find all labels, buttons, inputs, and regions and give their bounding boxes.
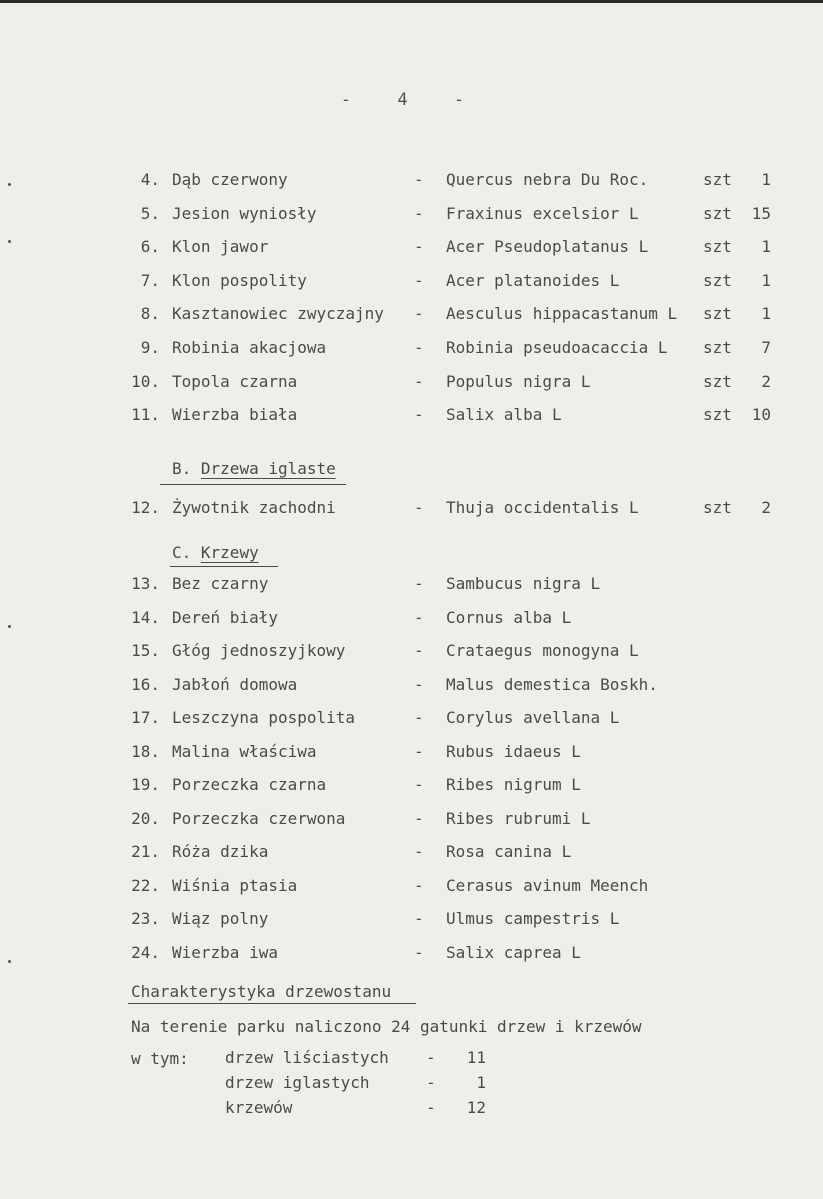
polish-name: Porzeczka czerwona [172, 808, 346, 828]
breakdown-category: drzew liściastych [225, 1048, 389, 1067]
species-row [0, 941, 823, 965]
latin-name: Ribes nigrum L [446, 775, 581, 794]
quantity: 15 [751, 203, 771, 223]
species-row [0, 302, 823, 326]
dash: - [414, 674, 424, 694]
species-row [0, 269, 823, 293]
species-number: 16. [131, 674, 160, 694]
polish-name: Żywotnik zachodni [172, 498, 336, 517]
polish-name: Bez czarny [172, 574, 269, 593]
species-row [0, 874, 823, 898]
dash: - [414, 270, 424, 290]
unit-label: szt [703, 170, 732, 189]
unit-label: szt [703, 237, 732, 257]
species-number: 18. [131, 741, 160, 761]
section-c-heading [172, 541, 259, 565]
polish-name: Kasztanowiec zwyczajny [172, 304, 384, 324]
section-c-underline [170, 566, 278, 567]
species-number: 4. [140, 170, 160, 189]
quantity: 2 [761, 498, 771, 517]
dash: - [414, 942, 424, 962]
top-border [0, 0, 823, 3]
quantity: 1 [761, 170, 771, 189]
species-row [0, 336, 823, 360]
species-number: 5. [140, 203, 160, 223]
species-row [0, 740, 823, 764]
polish-name: Róża dzika [172, 842, 269, 861]
unit-label: szt [703, 338, 732, 357]
breakdown-row [0, 1046, 823, 1070]
dash: - [414, 304, 424, 324]
section-b-prefix: B. [172, 459, 192, 478]
dash: - [414, 371, 424, 391]
unit-label: szt [703, 498, 732, 517]
latin-name: Quercus nebra Du Roc. [446, 170, 649, 189]
unit-label: szt [703, 371, 732, 391]
latin-name: Sambucus nigra L [446, 574, 601, 593]
unit-label: szt [703, 203, 732, 223]
dash: - [414, 574, 424, 593]
dash: - [414, 708, 424, 727]
polish-name: Jabłoń domowa [172, 674, 298, 694]
characteristics-summary: Na terenie parku naliczono 24 gatunki drzew i krzewów [131, 1017, 642, 1036]
latin-name: Acer Pseudoplatanus L [446, 237, 649, 257]
latin-name: Malus demestica Boskh. [446, 674, 658, 694]
polish-name: Robinia akacjowa [172, 338, 327, 357]
breakdown-row [0, 1071, 823, 1095]
dash: - [426, 1073, 436, 1092]
polish-name: Topola czarna [172, 371, 298, 391]
dash: - [414, 808, 424, 828]
species-number: 22. [131, 875, 160, 895]
unit-label: szt [703, 405, 732, 425]
breakdown-row [0, 1096, 823, 1120]
quantity: 1 [761, 237, 771, 257]
dash: - [414, 775, 424, 794]
latin-name: Populus nigra L [446, 371, 591, 391]
dash: - [414, 498, 424, 517]
species-row [0, 606, 823, 630]
species-row [0, 496, 823, 520]
species-number: 21. [131, 842, 160, 861]
latin-name: Acer platanoides L [446, 270, 620, 290]
species-number: 6. [140, 237, 160, 257]
dash: - [414, 842, 424, 861]
latin-name: Thuja occidentalis L [446, 498, 639, 517]
quantity: 1 [761, 304, 771, 324]
species-number: 7. [140, 270, 160, 290]
species-number: 23. [131, 909, 160, 928]
polish-name: Dereń biały [172, 607, 278, 627]
unit-label: szt [703, 270, 732, 290]
species-row [0, 370, 823, 394]
latin-name: Cornus alba L [446, 607, 572, 627]
species-number: 10. [131, 371, 160, 391]
characteristics-heading: Charakterystyka drzewostanu [131, 982, 392, 1001]
quantity: 10 [751, 405, 771, 425]
polish-name: Wiąz polny [172, 909, 269, 928]
page-number: - 4 - [340, 90, 483, 110]
polish-name: Klon jawor [172, 237, 269, 257]
species-number: 8. [140, 304, 160, 324]
species-number: 17. [131, 708, 160, 727]
species-row [0, 572, 823, 596]
latin-name: Ribes rubrumi L [446, 808, 591, 828]
quantity: 1 [761, 270, 771, 290]
unit-label: szt [703, 304, 732, 324]
polish-name: Wiśnia ptasia [172, 875, 298, 895]
latin-name: Rubus idaeus L [446, 741, 581, 761]
dash: - [426, 1048, 436, 1067]
species-row [0, 168, 823, 192]
section-c-title: Krzewy [200, 543, 259, 562]
species-row [0, 773, 823, 797]
species-number: 15. [131, 641, 160, 660]
polish-name: Porzeczka czarna [172, 775, 327, 794]
dash: - [414, 338, 424, 357]
species-number: 14. [131, 607, 160, 627]
dash: - [414, 237, 424, 257]
section-b-heading [172, 457, 336, 481]
polish-name: Klon pospolity [172, 270, 307, 290]
characteristics-underline [128, 1003, 416, 1004]
latin-name: Ulmus campestris L [446, 909, 620, 928]
polish-name: Leszczyna pospolita [172, 708, 356, 727]
quantity: 2 [761, 371, 771, 391]
species-number: 24. [131, 942, 160, 962]
species-row [0, 907, 823, 931]
section-c-prefix: C. [172, 543, 192, 562]
species-number: 9. [140, 338, 160, 357]
species-number: 20. [131, 808, 160, 828]
polish-name: Dąb czerwony [172, 170, 288, 189]
quantity: 7 [761, 338, 771, 357]
dash: - [414, 607, 424, 627]
species-row [0, 639, 823, 663]
species-row [0, 235, 823, 259]
polish-name: Głóg jednoszyjkowy [172, 641, 346, 660]
dash: - [414, 170, 424, 189]
latin-name: Fraxinus excelsior L [446, 203, 639, 223]
species-number: 19. [131, 775, 160, 794]
species-row [0, 202, 823, 226]
section-b-title: Drzewa iglaste [200, 459, 336, 478]
breakdown-category: drzew iglastych [225, 1073, 370, 1092]
polish-name: Wierzba iwa [172, 942, 278, 962]
latin-name: Rosa canina L [446, 842, 572, 861]
latin-name: Salix alba L [446, 405, 562, 425]
species-row [0, 673, 823, 697]
breakdown-count: 1 [476, 1073, 486, 1092]
species-row [0, 807, 823, 831]
latin-name: Cerasus avinum Meench [446, 875, 649, 895]
breakdown-category: krzewów [225, 1098, 293, 1117]
species-row [0, 403, 823, 427]
section-b-underline [160, 484, 346, 485]
species-number: 11. [131, 405, 160, 425]
latin-name: Salix caprea L [446, 942, 581, 962]
dash: - [414, 875, 424, 895]
dash: - [414, 405, 424, 425]
breakdown-count: 12 [466, 1098, 486, 1117]
dash: - [414, 741, 424, 761]
dash: - [414, 203, 424, 223]
breakdown-label: w tym: [131, 1049, 189, 1068]
polish-name: Wierzba biała [172, 405, 298, 425]
latin-name: Corylus avellana L [446, 708, 620, 727]
species-row [0, 840, 823, 864]
latin-name: Crataegus monogyna L [446, 641, 639, 660]
polish-name: Jesion wyniosły [172, 203, 317, 223]
dash: - [414, 641, 424, 660]
species-number: 12. [131, 498, 160, 517]
dash: - [426, 1098, 436, 1117]
latin-name: Aesculus hippacastanum L [446, 304, 678, 324]
species-row [0, 706, 823, 730]
latin-name: Robinia pseudoacaccia L [446, 338, 668, 357]
breakdown-count: 11 [466, 1048, 486, 1067]
species-number: 13. [131, 574, 160, 593]
polish-name: Malina właściwa [172, 741, 317, 761]
dash: - [414, 909, 424, 928]
